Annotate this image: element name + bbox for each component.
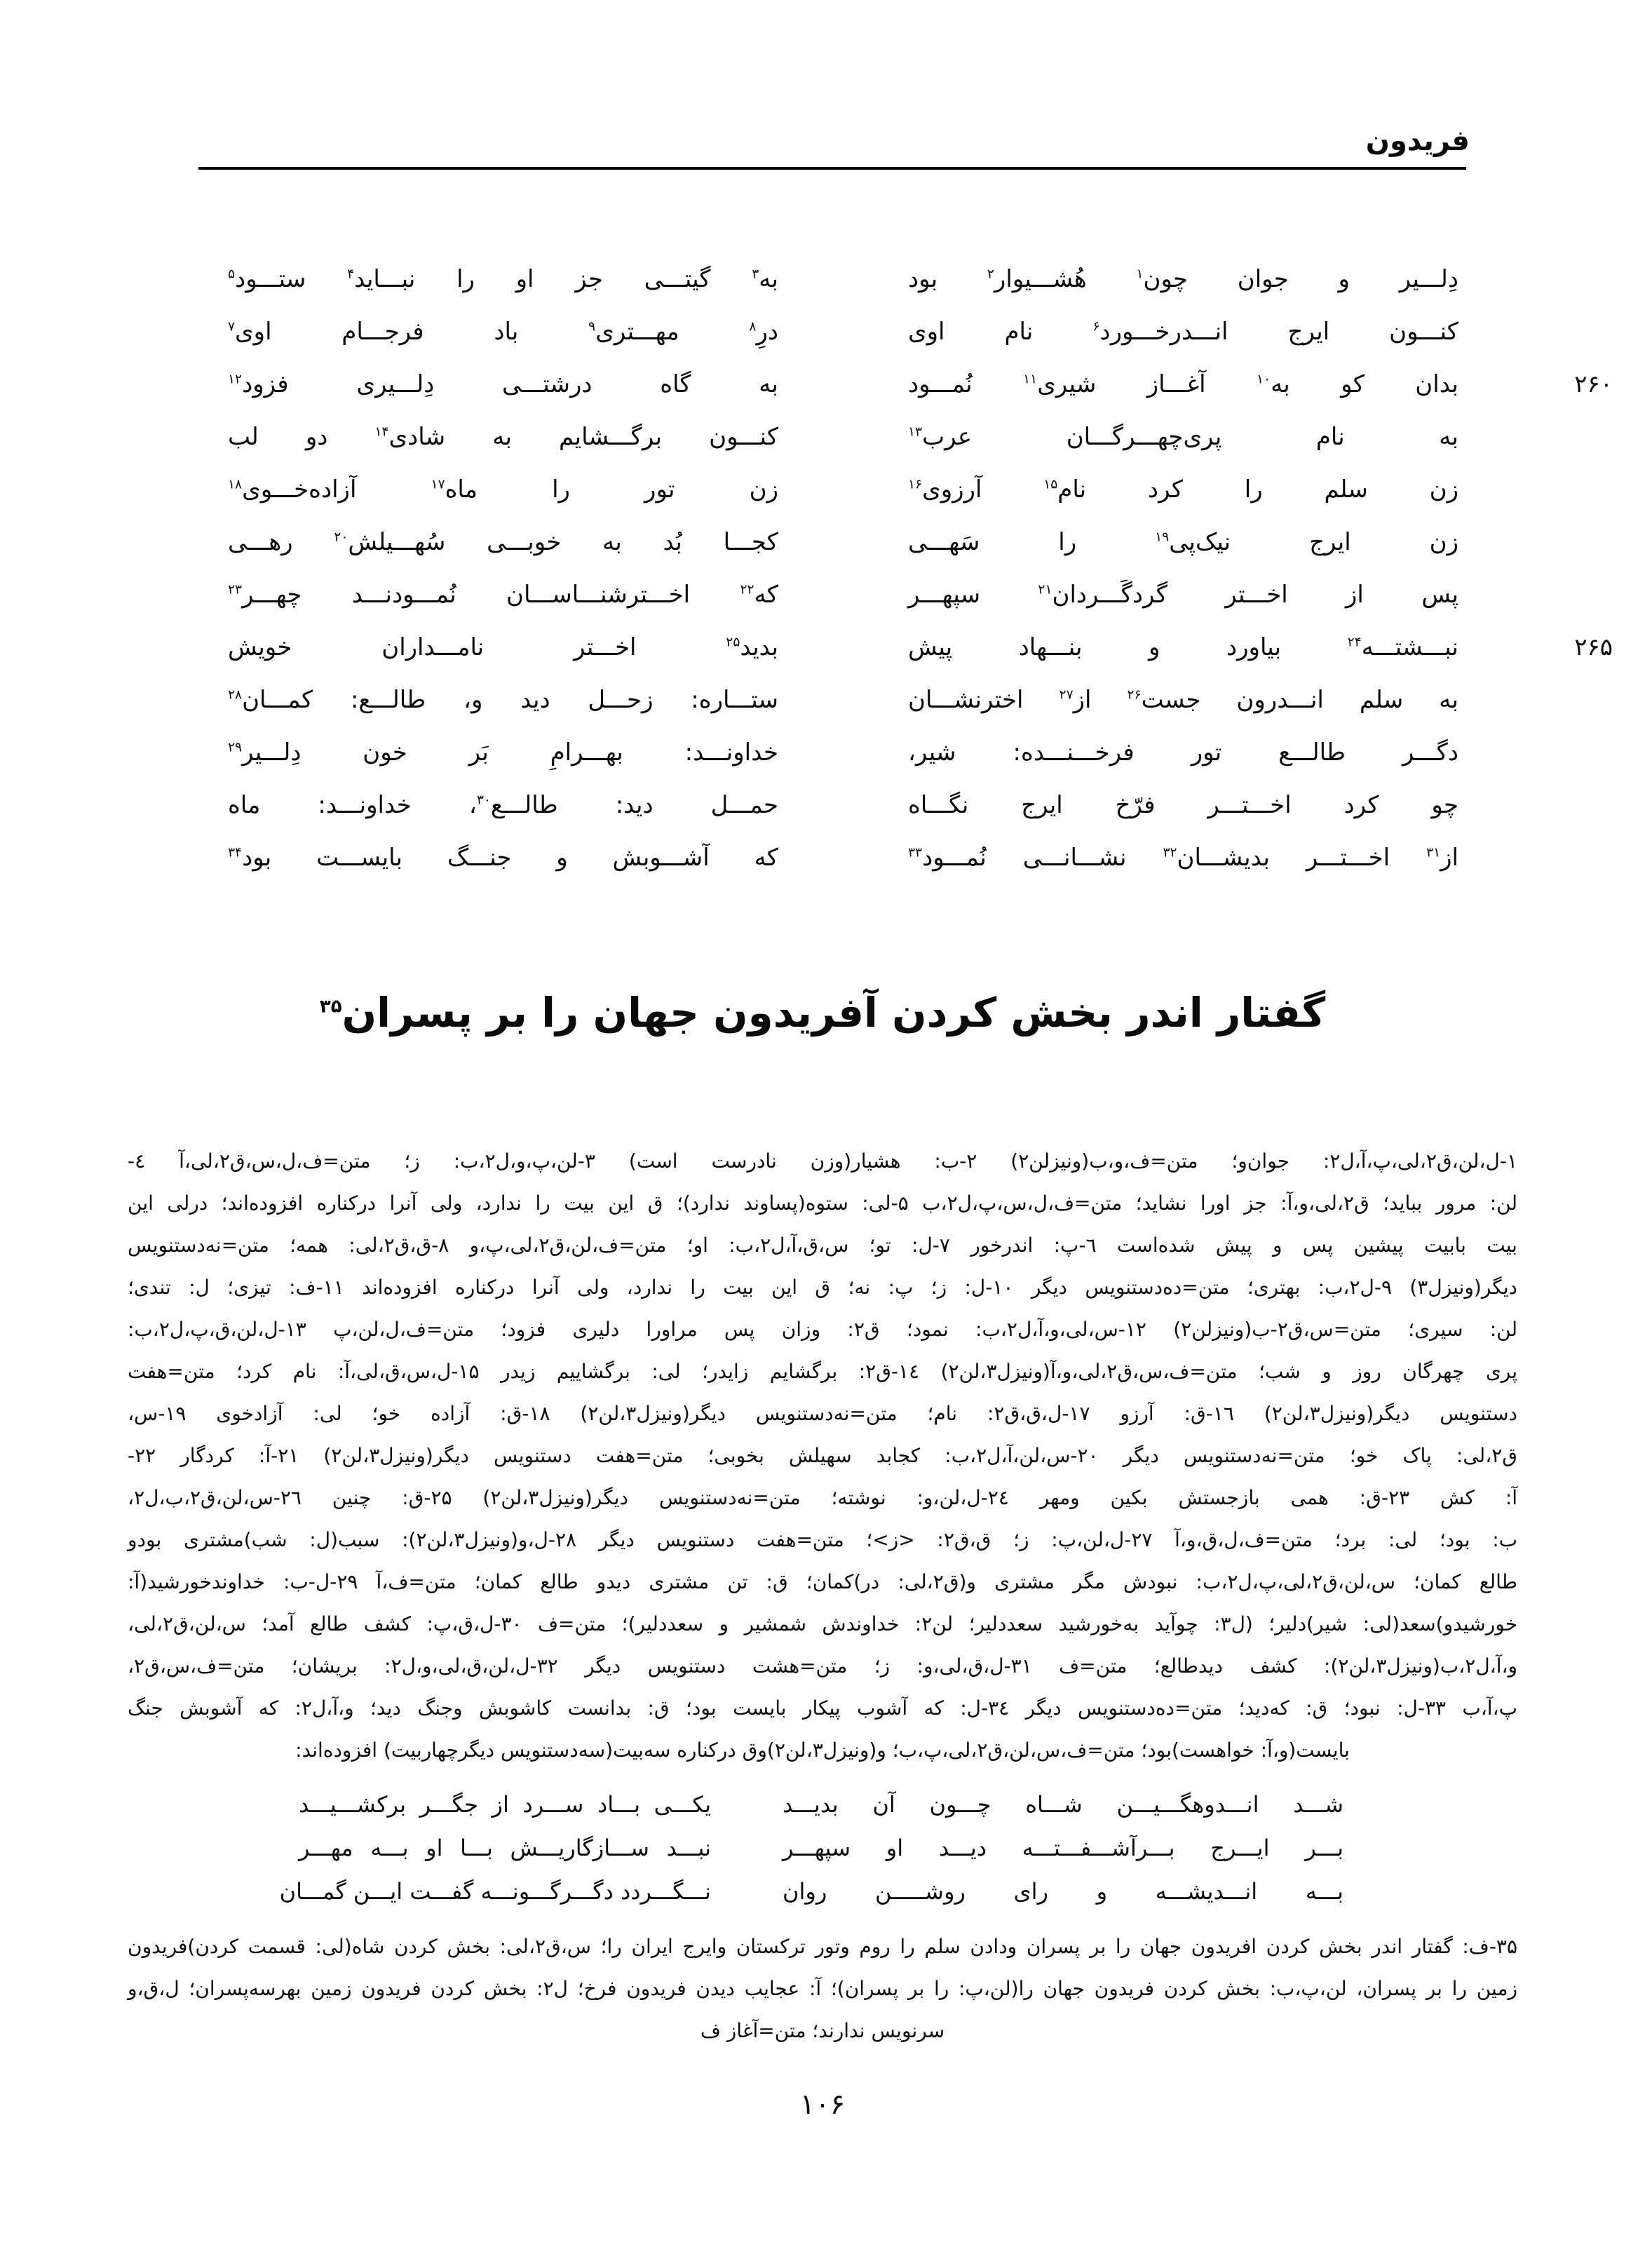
poem-couplet: [0, 252, 1613, 305]
apparatus-line: و،آ،ل۲،ب(ونیزل۳،لن۲): کشف دیدطالع؛ متن=ف ۳۱-ل،ق،لی،و: ز؛ متن=هشت دستنویس دیگر ۳۲-ل،لن،ق،لی،و،ل۲: بریشان؛ متن=ف،س،ق۲،: [128, 1654, 1518, 1678]
hemistich-right: پس از اخـــتر گردگَـــردان$^{۲۱}$ سپهـــر: [908, 580, 1459, 609]
hemistich-right: دِلـــیر و جوان چون$^۱$ هُشـــیوار$^۲$ بود: [908, 264, 1458, 293]
poem-couplet: [0, 358, 1613, 410]
hemistich-left: زن تور را ماه$^{۱۷}$ آزاده‌خـــوی$^{۱۸}$: [228, 475, 778, 504]
running-head: فریدون: [1365, 125, 1470, 157]
footnote-line: سرنویس ندارند؛ متن=آغاز ف: [700, 2019, 945, 2042]
apparatus-line: ب: بود؛ لی: برد؛ متن=ف،ل،ق،و،آ ۲۷-ل،لن،پ: ز؛ ق،ق۲: <ز>؛ متن=هفت دستنویس دیگر ۲۸-ل،و(ونیزل۳،لن۲): سبب(ل: شب)مشتری بودو: [128, 1528, 1517, 1551]
hemistich-right: بـــر ایـــرج بـــرآشـــفـــتـــه دیـــد او سپهـــر: [783, 1835, 1343, 1861]
apparatus-line: دیگر(ونیزل۳) ۹-ل۲،ب: بهتری؛ متن=ده‌دستنویس دیگر ۱۰-ل: ز؛ پ: نه؛ ق این بیت را ندارد، ولی آنرا درکناره افزوده‌اند ۱۱-ف: تیزی؛ ل: تندی؛: [128, 1276, 1517, 1299]
inserted-couplet: [279, 1870, 1343, 1913]
apparatus-line: لن: سیری؛ متن=س،ق۲-ب(ونیزلن۲) ۱۲-س،لی،و،آ،ل۲،ب: نمود؛ ق۲: وزان پس مراورا دلیری فزود؛ متن=ف،ل،لن،پ ۱۳-ل،لن،ق،پ،ل۲،ب:: [128, 1318, 1518, 1341]
verse-number: ۲۶۵: [1574, 633, 1613, 661]
hemistich-left: کنـــون برگـــشایم به شادی$^{۱۴}$ دو لب: [228, 422, 779, 451]
poem-couplet: [0, 726, 1613, 778]
apparatus-line: پری چهرگان روز و شب؛ متن=ف،س،ق۲،لی،و،آ(ونیزل۳،لن۲) ۱٤-ق۲: برگشایم زایدر؛ لی: برگشاییم زیدر ۱۵-ل،س،ق،لی،آ: نام کرد؛ متن=هفت: [128, 1360, 1517, 1383]
poem-couplet: [0, 410, 1613, 463]
hemistich-left: یکـــی بـــاد ســـرد از جگـــر برکشـــیـــد: [299, 1791, 711, 1818]
apparatus-line: بیت بابیت پیشین پس و پیش شده‌است ٦-پ: اندرخور ۷-ل: تو؛ س،ق،آ،ل۲،ب: او؛ متن=ف،لن،ق۲،لی،پ،و ۸-ق،ق۲،لی: همه؛ متن=نه‌دستنویس: [128, 1234, 1517, 1257]
hemistich-right: از$^{۳۱}$ اخـــتـــر بدیشـــان$^{۳۲}$ نشـــانـــی نُمـــود$^{۳۳}$: [908, 843, 1458, 872]
hemistich-right: چو کرد اخـــتـــر فرّخ ایرج نگـــاه: [908, 790, 1458, 819]
apparatus-line: دستنویس دیگر(ونیزل۳،لن۲) ۱٦-ق: آرزو ۱۷-ل،ق،ق۲: نام؛ متن=نه‌دستنویس دیگر(ونیزل۳،لن۲) ۱۸-ق: آزاده خو؛ لی: آزادخوی ۱۹-س،: [128, 1402, 1518, 1425]
poem-couplet: [0, 621, 1613, 673]
hemistich-left: نبـــد ســـازگاریـــش بـــا او بـــه مهـــر: [299, 1835, 711, 1861]
apparatus-line: آ: کش ۲۳-ق: همی بازجستش بکین ومهر ۲٤-ل،لن،و: نوشته؛ متن=نه‌دستنویس دیگر(ونیزل۳،لن۲) ۲۵-ق: چنین ۲٦-س،لن،ق۲،ب،ل۲،: [128, 1486, 1517, 1509]
hemistich-right: بـــه انـــدیشـــه و رای روشـــــن روان: [783, 1878, 1343, 1905]
inserted-variant-verses: [279, 1783, 1343, 1913]
heading-footnote-block: [128, 1926, 1517, 2052]
poem-couplet: [0, 778, 1613, 831]
hemistich-left: به گاه درشتـــی دِلـــیری فزود$^{۱۲}$: [228, 370, 778, 398]
poem-couplet: [0, 673, 1613, 726]
page-number: ۱۰۶: [799, 2088, 846, 2121]
hemistich-right: زن ایرج نیک‌پی$^{۱۹}$ را سَهـــی: [908, 527, 1458, 556]
poem-couplet: [0, 831, 1613, 884]
hemistich-left: که$^{۲۲}$ اخـــترشنـــاســـان نُمـــودنـــد چهـــر$^{۲۳}$: [228, 580, 778, 609]
inserted-couplet: [299, 1783, 1343, 1826]
verse-number: ۲۶۰: [1574, 370, 1613, 398]
poem-couplet: [0, 463, 1613, 515]
hemistich-right: دگـــر طالـــع تور فرخـــنـــده: شیر،: [908, 738, 1458, 767]
section-heading-text: گفتار اندر بخش کردن آفریدون جهان را بر پسران: [341, 989, 1326, 1037]
hemistich-right: نبـــشتـــه$^{۲۴}$ بیاورد و بنـــهاد پیش: [908, 633, 1458, 661]
apparatus-line: پ،آ،ب ۳۳-ل: نبود؛ ق: که‌دید؛ متن=ده‌دستنویس دیگر ۳٤-ل: که آشوب پیکار بایست بود؛ ق: بدانست کاشوبش وجنگ دید؛ و،آ،ل۲: که آشوبش جنگ: [128, 1696, 1517, 1720]
footnote-line: ۳۵-ف: گفتار اندر بخش کردن افریدون جهان را بر پسران ودادن سلم را روم وتور ترکستان وایرج ایران را؛ س،ق۲،لی: بخش کردن شاه(لی: قسمت کردن)فریدون: [128, 1935, 1517, 1958]
hemistich-left: که آشـــوبش و جنـــگ بایســـت بود$^{۳۴}$: [228, 843, 778, 872]
poem-couplet: [0, 515, 1613, 568]
section-heading: [0, 989, 1645, 1037]
section-heading-footnote-number: ۳۵: [319, 996, 342, 1018]
hemistich-right: زن سلم را کرد نام$^{۱۵}$ آرزوی$^{۱۶}$: [908, 475, 1458, 504]
apparatus-line: لن: مرور بباید؛ ق۲،لی،و،آ: جز اورا نشاید؛ متن=ف،ل،س،پ،ل۲،ب ۵-لی: ستوه(پساوند ندارد)؛ ق این بیت را ندارد، ولی آنرا درکناره افزوده‌اند؛ درلی این: [128, 1192, 1518, 1215]
poem-couplet: [0, 305, 1613, 358]
inserted-couplet: [299, 1826, 1343, 1870]
hemistich-right: بدان کو به$^{۱۰}$ آغـــاز شیری$^{۱۱}$ نُمـــود: [908, 370, 1459, 398]
hemistich-right: به نام پری‌چهـــرگـــان عرب$^{۱۳}$: [908, 422, 1458, 451]
poem-block: [0, 252, 1613, 884]
hemistich-left: خداونـــد: بهـــرامِ بَر خون دِلـــیر$^{۲۹}$: [228, 738, 778, 767]
apparatus-line: خورشیدو)سعد(لی: شیر)دلیر؛ (ل۳: چوآید به‌خورشید سعددلیر؛ لن۲: خداوندش شمشیر و سعددلیر)؛ متن=ف ۳۰-ل،ق،پ: کشف طالع آمد؛ س،لن،ق۲،لی،: [128, 1612, 1518, 1635]
critical-apparatus: [128, 1140, 1517, 1771]
hemistich-left: به$^۳$ گیتـــی جز او را نبـــاید$^۴$ ستـــود$^۵$: [228, 264, 778, 293]
hemistich-left: حمـــل دید: طالـــع$^{۳۰}$، خداونـــد: ماه: [228, 790, 778, 819]
hemistich-right: شـــد انـــدوهگـــیـــن شـــاه چـــون آن بدیـــد: [783, 1791, 1343, 1818]
hemistich-left: بدید$^{۲۵}$ اخـــتر نامـــداران خویش: [228, 633, 778, 661]
hemistich-right: کنـــون ایرج انـــدرخـــورد$^۶$ نام اوی: [908, 317, 1458, 346]
apparatus-line: طالع کمان؛ س،لن،ق۲،لی،پ،ل۲،ب: نبودش مگر مشتری و(ق۲،لی: در)کمان؛ ق: تن مشتری دیدو طالع کمان؛ متن=ف،آ ۲۹-ل-ب: خداوندخورشید(آ:: [128, 1570, 1517, 1593]
header-rule: [198, 167, 1466, 170]
footnote-line: زمین را بر پسران، لن،پ،ب: بخش کردن فریدون جهان را(لن،پ: را بر پسران)؛ آ: عجایب دیدن فریدون فرخ؛ ل۲: بخش کردن فریدون زمین بهرسه‌پسران؛ ل،ق،و: [128, 1977, 1517, 2000]
hemistich-left: کجـــا بُد به خوبـــی سُهـــیلش$^{۲۰}$ رهـــی: [228, 527, 778, 556]
hemistich-left: درِ$^۸$ مهـــتری$^۹$ باد فرجـــام اوی$^۷$: [228, 317, 778, 346]
poem-couplet: [0, 568, 1613, 621]
hemistich-left: ستـــاره: زحـــل دید و، طالـــع: کمـــان$^{۲۸}$: [228, 685, 778, 714]
apparatus-line: بایست(و،آ: خواهست)بود؛ متن=ف،س،لن،ق۲،لی،پ،ب؛ و(ونیزل۳،لن۲)وق درکناره سه‌بیت(سه‌دستنویس دیگرچهاربیت) افزوده‌اند:: [295, 1739, 1350, 1762]
hemistich-left: نـــگـــردد دگـــرگـــونـــه گفـــت ایـــن گمـــان: [279, 1878, 711, 1905]
apparatus-line: ۱-ل،لن،ق۲،لی،پ،آ،ل۲: جوان‌و؛ متن=ف،و،ب(ونیزلن۲) ۲-ب: هشیار(وزن نادرست است) ۳-لن،پ،و،ل۲،ب: ز؛ متن=ف،ل،س،ق۲،لی،آ ٤-: [128, 1149, 1517, 1173]
hemistich-right: به سلم انـــدرون جست$^{۲۶}$ از$^{۲۷}$ اخترنشـــان: [908, 685, 1459, 714]
apparatus-line: ق۲،لی: پاک خو؛ متن=نه‌دستنویس دیگر ۲۰-س،لن،آ،ل۲،ب: کجابد سهیلش بخوبی؛ متن=هفت دستنویس دیگر(ونیزل۳،لن۲) ۲۱-آ: کردگار ۲۲-: [128, 1444, 1518, 1467]
